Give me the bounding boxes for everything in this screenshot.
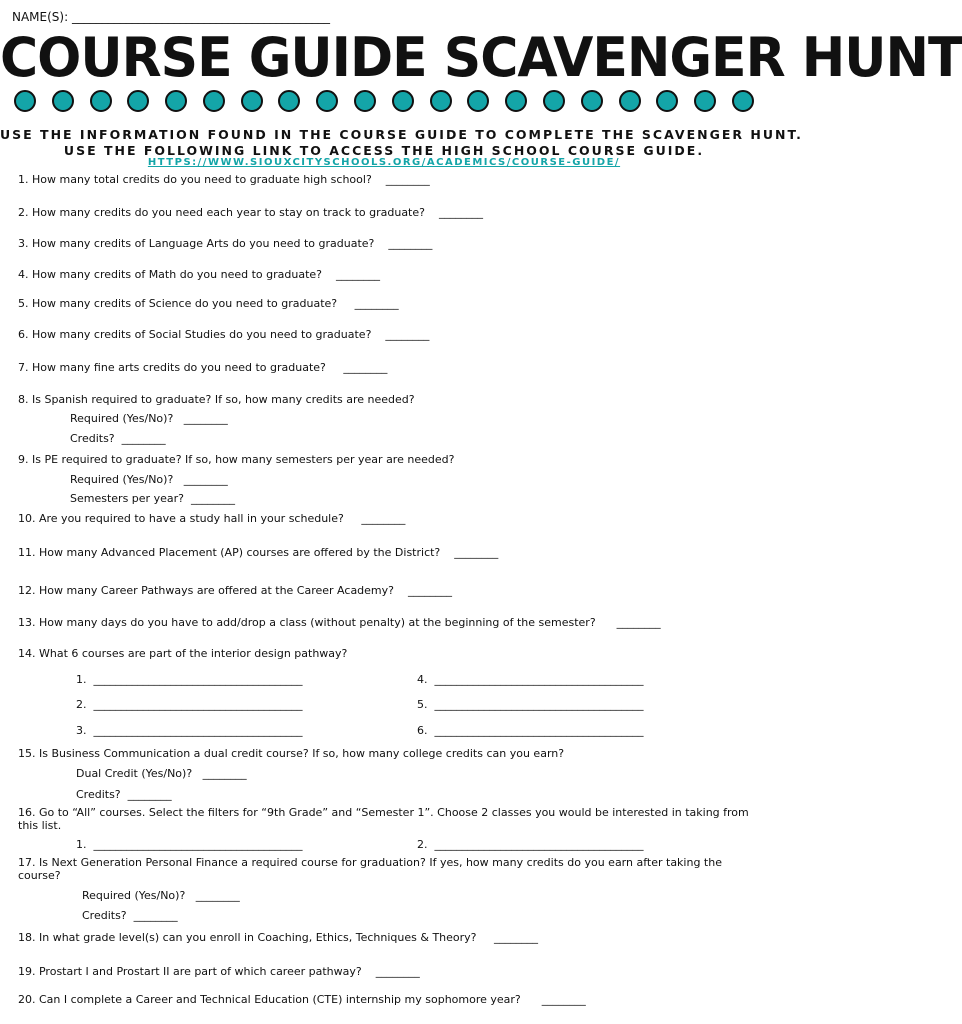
answer-blank[interactable]: ________ [354, 297, 399, 310]
question-6 [18, 328, 429, 341]
answer-blank[interactable]: ______________________________________ [434, 673, 644, 686]
question-text: 12. How many Career Pathways are offered at the Career Academy? [18, 584, 394, 597]
answer-blank[interactable]: ______________________________________ [434, 724, 644, 737]
answer-blank[interactable]: ________ [183, 412, 228, 425]
question-text: 13. How many days do you have to add/drop a class (without penalty) at the beginning of the semester? [18, 616, 596, 629]
field-label: Credits? [82, 909, 127, 922]
answer-blank[interactable]: ________ [133, 909, 178, 922]
answer-blank[interactable]: ______________________________________ [93, 673, 303, 686]
dot [656, 90, 678, 112]
field-label: Credits? [76, 788, 121, 801]
question-text: 19. Prostart I and Prostart II are part of which career pathway? [18, 965, 362, 978]
question-text: 7. How many fine arts credits do you need to graduate? [18, 361, 326, 374]
q14-course-4: 4. ______________________________________ [417, 673, 644, 686]
answer-blank[interactable]: ________ [541, 993, 586, 1006]
question-12 [18, 584, 452, 597]
question-3 [18, 237, 432, 250]
answer-blank[interactable]: ________ [121, 432, 166, 445]
q16-class-1: 1. ______________________________________ [76, 838, 303, 851]
question-8: 8. Is Spanish required to graduate? If so, how many credits are needed? [18, 393, 415, 406]
q9-required [70, 473, 228, 486]
question-10 [18, 512, 405, 525]
question-text: 1. How many total credits do you need to graduate high school? [18, 173, 372, 186]
question-text: 18. In what grade level(s) can you enroll in Coaching, Ethics, Techniques & Theory? [18, 931, 477, 944]
answer-blank[interactable]: ________ [454, 546, 499, 559]
question-text: 5. How many credits of Science do you need to graduate? [18, 297, 338, 310]
dot [165, 90, 187, 112]
name-line: NAME(S): ___________________________________________ [12, 10, 330, 24]
answer-blank[interactable]: ________ [408, 584, 452, 597]
question-1 [18, 173, 430, 186]
answer-blank[interactable]: ________ [195, 889, 240, 902]
course-guide-link[interactable]: HTTPS://WWW.SIOUXCITYSCHOOLS.ORG/ACADEMICS/COURSE-GUIDE/ [147, 157, 621, 168]
q16-class-2: 2. ______________________________________ [417, 838, 644, 851]
dot [732, 90, 754, 112]
question-7 [18, 361, 387, 374]
question-text: 3. How many credits of Language Arts do you need to graduate? [18, 237, 375, 250]
question-15: 15. Is Business Communication a dual credit course? If so, how many college credits can you earn? [18, 747, 565, 760]
page-title: COURSE GUIDE SCAVENGER HUNT [0, 26, 962, 90]
answer-blank[interactable]: ________ [385, 173, 430, 186]
question-13 [18, 616, 661, 629]
dot [52, 90, 74, 112]
answer-blank[interactable]: ________ [494, 931, 538, 944]
dot [316, 90, 338, 112]
q14-course-3: 3. ______________________________________ [76, 724, 303, 737]
answer-blank[interactable]: ________ [127, 788, 172, 801]
field-label: Required (Yes/No)? [70, 473, 174, 486]
q14-course-6: 6. ______________________________________ [417, 724, 644, 737]
answer-blank[interactable]: ________ [202, 767, 247, 780]
q17-credits [82, 909, 178, 922]
question-text: 2. How many credits do you need each year to stay on track to graduate? [18, 206, 425, 219]
question-16: 16. Go to “All” courses. Select the filters for “9th Grade” and “Semester 1”. Choose 2 classes you would be interested in taking from this list. [18, 806, 749, 832]
question-11 [18, 546, 498, 559]
answer-blank[interactable]: ________ [616, 616, 661, 629]
dot [392, 90, 414, 112]
question-text: 20. Can I complete a Career and Technical Education (CTE) internship my sophomore year? [18, 993, 521, 1006]
q14-course-5: 5. ______________________________________ [417, 698, 644, 711]
answer-blank[interactable]: ________ [385, 328, 430, 341]
question-4 [18, 268, 380, 281]
dot [90, 90, 112, 112]
answer-blank[interactable]: ______________________________________ [93, 724, 303, 737]
question-5 [18, 297, 399, 310]
dot-divider [14, 90, 754, 116]
field-label: Dual Credit (Yes/No)? [76, 767, 193, 780]
answer-blank[interactable]: ________ [183, 473, 228, 486]
dot [543, 90, 565, 112]
question-17: 17. Is Next Generation Personal Finance a required course for graduation? If yes, how many credits do you earn after taking the course? [18, 856, 722, 882]
instruction-2: USE THE FOLLOWING LINK TO ACCESS THE HIGH SCHOOL COURSE GUIDE. [63, 143, 705, 158]
q9-semesters [70, 492, 235, 505]
question-19 [18, 965, 420, 978]
instruction-1: USE THE INFORMATION FOUND IN THE COURSE GUIDE TO COMPLETE THE SCAVENGER HUNT. [0, 127, 803, 142]
answer-blank[interactable]: ________ [336, 268, 381, 281]
question-14: 14. What 6 courses are part of the interior design pathway? [18, 647, 348, 660]
dot [505, 90, 527, 112]
answer-blank[interactable]: ______________________________________ [434, 838, 644, 851]
answer-blank[interactable]: ______________________________________ [93, 698, 303, 711]
answer-blank[interactable]: ________ [438, 206, 483, 219]
q8-credits [70, 432, 166, 445]
dot [354, 90, 376, 112]
q17-required [82, 889, 240, 902]
dot [14, 90, 36, 112]
q14-course-1: 1. ______________________________________ [76, 673, 303, 686]
dot [241, 90, 263, 112]
question-18 [18, 931, 538, 944]
answer-blank[interactable]: ________ [375, 965, 420, 978]
question-20 [18, 993, 586, 1006]
dot [467, 90, 489, 112]
field-label: Credits? [70, 432, 115, 445]
question-text: 4. How many credits of Math do you need to graduate? [18, 268, 323, 281]
field-label: Required (Yes/No)? [70, 412, 174, 425]
question-text: 6. How many credits of Social Studies do you need to graduate? [18, 328, 372, 341]
q14-course-2: 2. ______________________________________ [76, 698, 303, 711]
answer-blank[interactable]: ______________________________________ [434, 698, 644, 711]
question-text: 10. Are you required to have a study hall in your schedule? [18, 512, 344, 525]
answer-blank[interactable]: ________ [343, 361, 388, 374]
field-label: Semesters per year? [70, 492, 184, 505]
dot [619, 90, 641, 112]
q15-credits [76, 788, 172, 801]
question-text: 11. How many Advanced Placement (AP) courses are offered by the District? [18, 546, 441, 559]
question-2 [18, 206, 483, 219]
answer-blank[interactable]: ________ [190, 492, 235, 505]
dot [430, 90, 452, 112]
answer-blank[interactable]: ______________________________________ [93, 838, 303, 851]
dot [581, 90, 603, 112]
dot [203, 90, 225, 112]
answer-blank[interactable]: ________ [388, 237, 433, 250]
field-label: Required (Yes/No)? [82, 889, 186, 902]
q15-dual-credit [76, 767, 247, 780]
question-9: 9. Is PE required to graduate? If so, how many semesters per year are needed? [18, 453, 455, 466]
dot [127, 90, 149, 112]
dot [278, 90, 300, 112]
q8-required [70, 412, 228, 425]
dot [694, 90, 716, 112]
answer-blank[interactable]: ________ [361, 512, 406, 525]
